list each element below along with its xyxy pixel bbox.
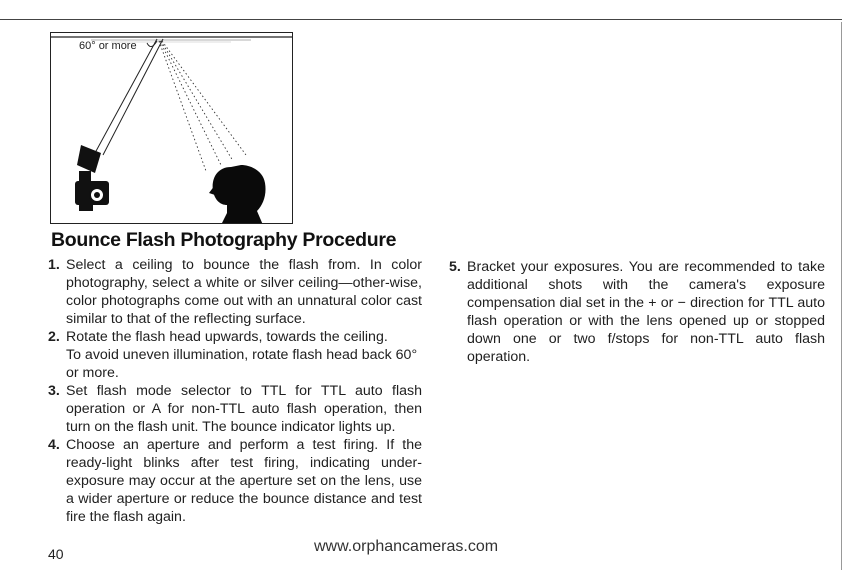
procedure-steps-left [48, 256, 422, 526]
step-number: 4. [48, 437, 60, 453]
beam-edge-left [95, 39, 157, 153]
step-number: 3. [48, 383, 60, 399]
top-rule [0, 19, 842, 20]
step-number: 5. [449, 259, 461, 275]
step-text: Choose an aperture and perform a test firing. If the ready-light blinks after test firing, indicating under-exposure may occur at the aperture set on the lens, use a wider aperture or reduce the bounce distance and test fire the flash again. [66, 437, 422, 525]
step-number: 2. [48, 329, 60, 345]
procedure-steps-right [449, 258, 825, 366]
reflected-rays [159, 41, 246, 171]
angle-label: 60° or more [79, 40, 137, 52]
subject-silhouette-icon [209, 165, 266, 224]
page-heading: Bounce Flash Photography Procedure [51, 229, 397, 251]
step-text: Select a ceiling to bounce the flash from. In color photography, select a white or silver ceiling—other-wise, color photographs come out with an unnatural color cast similar to that of the reflecting surface. [66, 257, 422, 327]
beam-edge-right [103, 39, 163, 155]
step-text: Set flash mode selector to TTL for TTL auto flash operation or A for non-TTL auto flash operation, then turn on the flash unit. The bounce indicator lights up. [66, 383, 422, 435]
step-1 [48, 256, 422, 328]
step-2 [48, 328, 422, 382]
step-note: To avoid uneven illumination, rotate flash head back 60° or more. [66, 347, 418, 381]
watermark: www.orphancameras.com [314, 538, 499, 555]
page-number: 40 [48, 546, 64, 562]
illustration-drawing [51, 33, 293, 224]
step-4 [48, 436, 422, 526]
flash-head-icon [77, 145, 101, 183]
bounce-flash-illustration [50, 32, 293, 224]
step-text: Rotate the flash head upwards, towards the ceiling. [66, 329, 388, 345]
camera-icon [75, 181, 109, 211]
step-3 [48, 382, 422, 436]
step-text: Bracket your exposures. You are recommended to take additional shots with the camera's exposure compensation dial set in the + or − direction for TTL auto flash operation or with the lens opened up or stopped down one or two f/stops for non-TTL auto flash operation. [467, 259, 825, 365]
step-number: 1. [48, 257, 60, 273]
step-5 [449, 258, 825, 366]
